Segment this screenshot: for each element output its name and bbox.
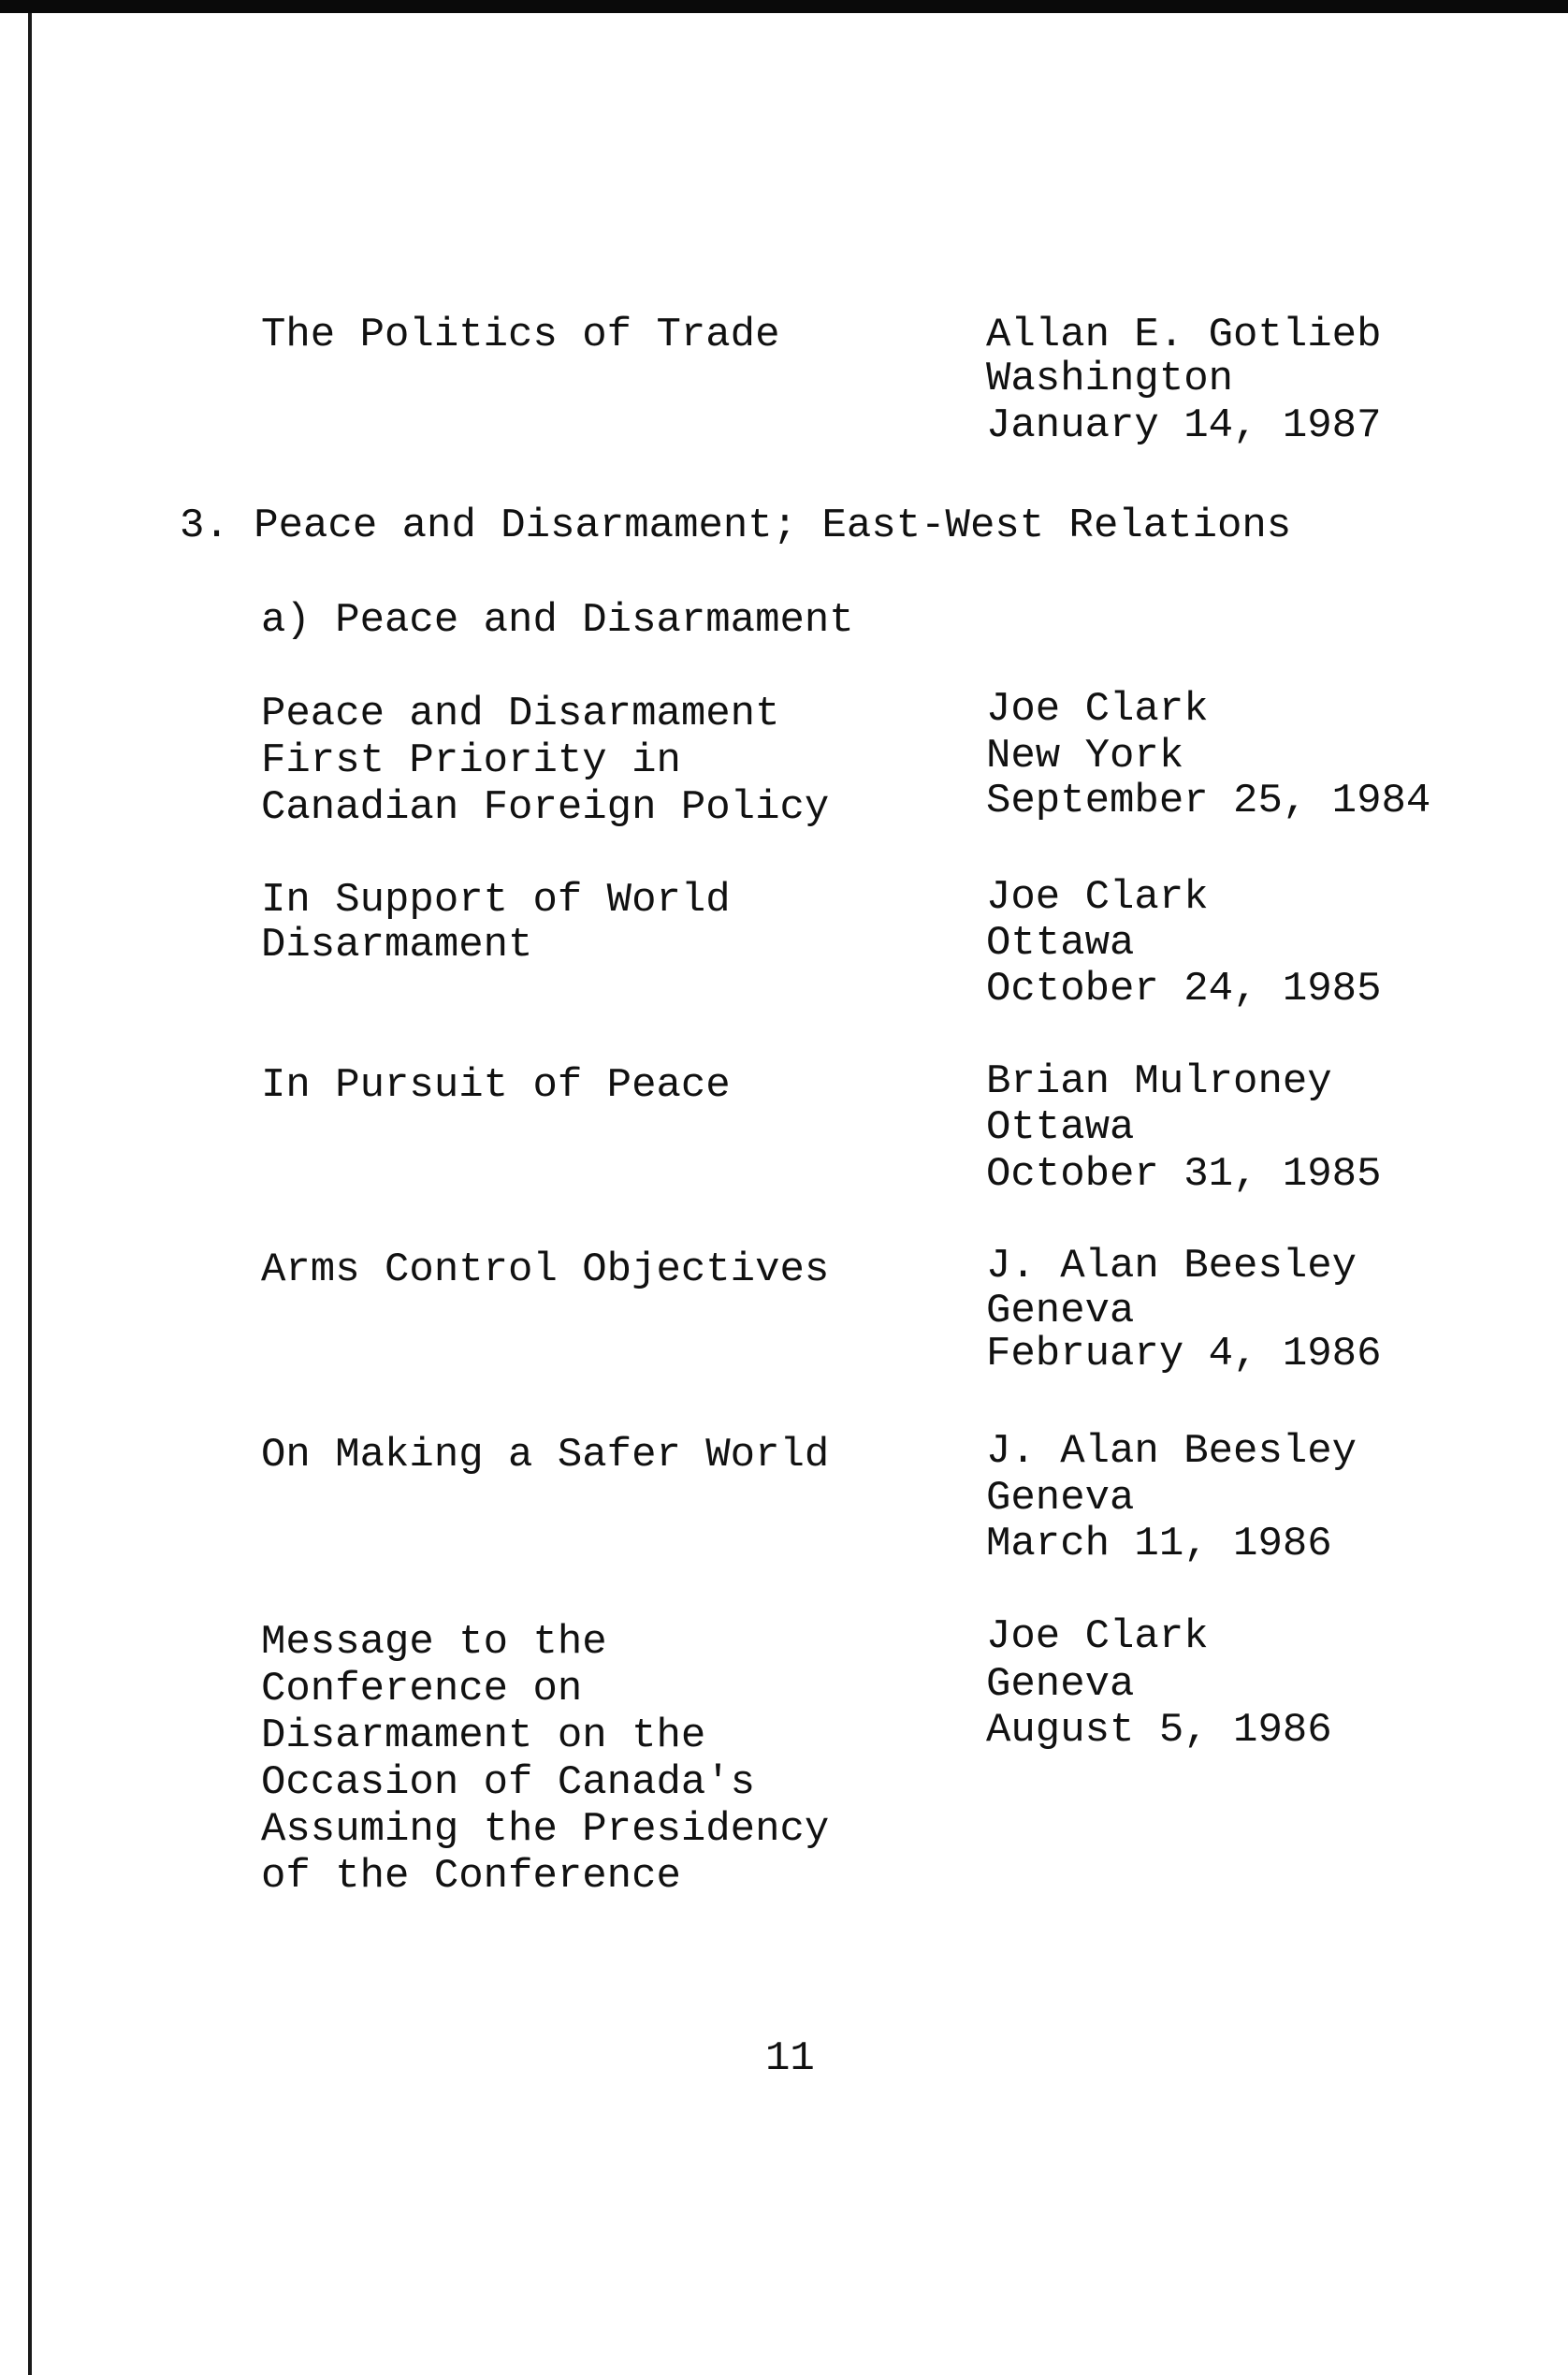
entry-speaker: Joe Clark bbox=[986, 874, 1209, 921]
entry-title: The Politics of Trade bbox=[261, 312, 780, 358]
entry-speaker: Allan E. Gotlieb bbox=[986, 312, 1382, 358]
entry-title-line: Disarmament bbox=[261, 922, 533, 969]
entry-date: August 5, 1986 bbox=[986, 1707, 1332, 1754]
entry-speaker: J. Alan Beesley bbox=[986, 1243, 1357, 1289]
entry-speaker: J. Alan Beesley bbox=[986, 1428, 1357, 1475]
entry-place: Geneva bbox=[986, 1475, 1135, 1522]
entry-date: January 14, 1987 bbox=[986, 402, 1382, 449]
entry-title-line: First Priority in bbox=[261, 737, 681, 784]
entry-title-line: In Pursuit of Peace bbox=[261, 1062, 731, 1109]
section-heading: 3. Peace and Disarmament; East-West Relations bbox=[180, 503, 1292, 549]
entry-title-line: Canadian Foreign Policy bbox=[261, 784, 830, 831]
entry-place: New York bbox=[986, 733, 1184, 780]
entry-title-line: of the Conference bbox=[261, 1853, 681, 1900]
entry-title-line: In Support of World bbox=[261, 877, 731, 924]
entry-date: February 4, 1986 bbox=[986, 1331, 1382, 1377]
entry-place: Geneva bbox=[986, 1661, 1135, 1708]
entry-title-line: Arms Control Objectives bbox=[261, 1246, 830, 1293]
entry-speaker: Joe Clark bbox=[986, 686, 1209, 733]
entry-title-line: Conference on bbox=[261, 1666, 583, 1712]
entry-speaker: Joe Clark bbox=[986, 1613, 1209, 1660]
entry-date: October 24, 1985 bbox=[986, 966, 1382, 1013]
entry-place: Geneva bbox=[986, 1288, 1135, 1334]
entry-date: September 25, 1984 bbox=[986, 778, 1431, 824]
subsection-heading: a) Peace and Disarmament bbox=[261, 597, 854, 644]
entry-title-line: Message to the bbox=[261, 1619, 607, 1666]
entry-title-line: Disarmament on the bbox=[261, 1712, 706, 1759]
page-number: 11 bbox=[765, 2035, 815, 2082]
entry-title-line: Assuming the Presidency bbox=[261, 1806, 830, 1853]
entry-place: Washington bbox=[986, 356, 1234, 402]
entry-title-line: Peace and Disarmament bbox=[261, 691, 780, 737]
entry-title-line: Occasion of Canada's bbox=[261, 1759, 756, 1806]
entry-date: October 31, 1985 bbox=[986, 1151, 1382, 1198]
entry-title-line: On Making a Safer World bbox=[261, 1432, 830, 1479]
entry-place: Ottawa bbox=[986, 920, 1135, 967]
entry-place: Ottawa bbox=[986, 1104, 1135, 1151]
entry-speaker: Brian Mulroney bbox=[986, 1058, 1332, 1105]
entry-date: March 11, 1986 bbox=[986, 1521, 1332, 1567]
